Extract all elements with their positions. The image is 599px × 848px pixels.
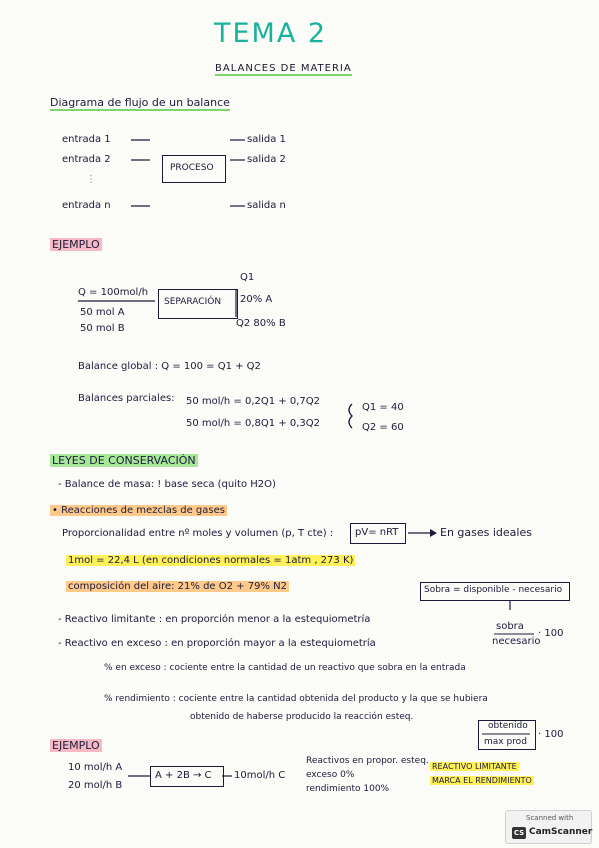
sobra-fraction-top: sobra	[496, 621, 524, 632]
input-1: entrada 1	[62, 134, 111, 145]
air-composition: composición del aire: 21% de O2 + 79% N2	[68, 581, 287, 592]
input-n: entrada n	[62, 200, 111, 211]
mass-balance: - Balance de masa: ! base seca (quito H2O)	[58, 479, 276, 490]
input-dots: ⋮	[86, 174, 96, 185]
mol-volume: 1mol = 22,4 L (en condiciones normales = 1atm , 273 K)	[68, 555, 354, 566]
gas-heading: • Reacciones de mezclas de gases	[52, 505, 225, 516]
rend-fraction-top: obtenido	[488, 721, 528, 731]
sobra-fraction-mult: · 100	[538, 628, 564, 639]
scanned-with-text: Scanned with	[526, 814, 574, 822]
feed-label: Q = 100mol/h	[78, 287, 149, 298]
partial-1: 50 mol/h = 0,2Q1 + 0,7Q2	[186, 396, 320, 407]
page-title: TEMA 2	[214, 18, 328, 49]
example2-heading: EJEMPLO	[52, 739, 100, 752]
in-b: 20 mol/h B	[68, 780, 123, 791]
note-3: rendimiento 100%	[306, 784, 390, 794]
pct-exceso: % en exceso : cociente entre la cantidad de un reactivo que sobra en la entrada	[104, 663, 466, 673]
pct-a: 20% A	[240, 294, 273, 305]
camscanner-logo-icon: CS	[513, 829, 525, 837]
reactivo-limitante: - Reactivo limitante : en proporción menor a la estequiometría	[58, 614, 371, 625]
diagram-heading: Diagrama de flujo de un balance	[50, 96, 230, 109]
rend-fraction-mult: · 100	[538, 729, 564, 740]
partial-2: 50 mol/h = 0,8Q1 + 0,3Q2	[186, 418, 320, 429]
rend-fraction-bottom: max prod	[484, 737, 527, 747]
sobra-fraction-bottom: necesario	[492, 636, 541, 647]
output-n: salida n	[247, 200, 286, 211]
proportionality: Proporcionalidad entre nº moles y volumen (p, T cte) :	[62, 528, 334, 539]
ideal-gases: En gases ideales	[440, 526, 532, 539]
feed-b: 50 mol B	[80, 323, 125, 334]
sobra-formula: Sobra = disponible - necesario	[424, 585, 563, 595]
highlight-rendimiento: MARCA EL RENDIMIENTO	[432, 776, 532, 785]
reactivo-exceso: - Reactivo en exceso : en proporción mayor a la estequiometría	[58, 638, 376, 649]
pv-formula: pV= nRT	[355, 527, 399, 538]
process-label: PROCESO	[170, 163, 214, 173]
out-c: 10mol/h C	[234, 770, 286, 781]
output-1: salida 1	[247, 134, 286, 145]
separation-label: SEPARACIÓN	[164, 297, 222, 307]
note-2: exceso 0%	[306, 770, 355, 780]
partial-label: Balances parciales:	[78, 393, 175, 404]
input-2: entrada 2	[62, 154, 111, 165]
in-a: 10 mol/h A	[68, 762, 123, 773]
note-1: Reactivos en propor. esteq.	[306, 756, 429, 766]
q2-label: Q2 80% B	[236, 318, 286, 329]
pct-rendimiento: % rendimiento : cociente entre la cantidad obtenida del producto y la que se hubiera	[104, 694, 488, 704]
feed-a: 50 mol A	[80, 307, 125, 318]
reaction: A + 2B → C	[155, 770, 212, 781]
laws-heading: LEYES DE CONSERVACIÓN	[52, 454, 196, 467]
highlight-limitante: REACTIVO LIMITANTE	[432, 762, 517, 771]
output-2: salida 2	[247, 154, 286, 165]
camscanner-brand: CamScanner	[529, 827, 593, 837]
camscanner-badge	[505, 810, 592, 844]
q1-label: Q1	[240, 272, 255, 283]
page-subtitle: BALANCES DE MATERIA	[215, 63, 352, 74]
result-q1: Q1 = 40	[362, 402, 404, 413]
global-balance: Balance global : Q = 100 = Q1 + Q2	[78, 361, 261, 372]
result-q2: Q2 = 60	[362, 422, 404, 433]
pct-rendimiento-2: obtenido de haberse producido la reacción esteq.	[190, 712, 414, 722]
example1-heading: EJEMPLO	[52, 238, 100, 251]
